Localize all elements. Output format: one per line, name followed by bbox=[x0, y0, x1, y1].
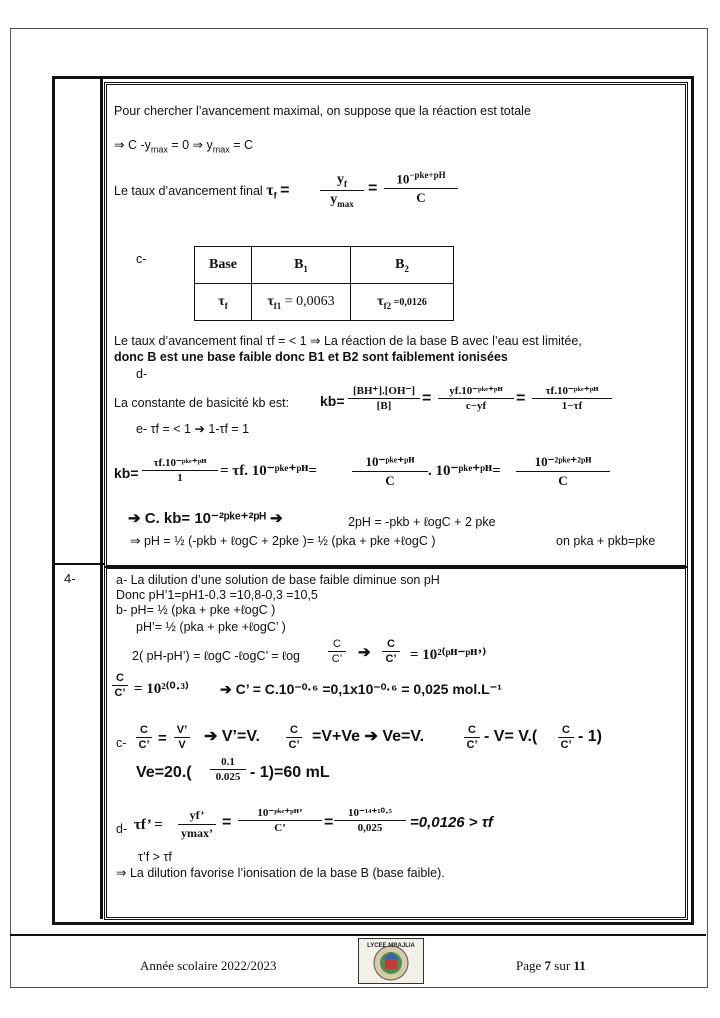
svg-text:LYCEE MRAJLIA: LYCEE MRAJLIA bbox=[367, 943, 415, 949]
page-number: Page 7 sur 11 bbox=[516, 958, 586, 973]
logo-icon bbox=[359, 939, 423, 983]
footer-divider bbox=[10, 934, 706, 936]
fraction-c-cp-5: $\frac{C}{C’}$ bbox=[286, 724, 302, 751]
fraction-yf-prime: yf’ ymax’ bbox=[178, 808, 216, 841]
row-tau: $\tau_f$ bbox=[195, 284, 252, 321]
fraction-d-3: $\frac{\text{10⁻¹⁴⁺¹⁰·⁵}}{0,025}$ bbox=[334, 806, 406, 834]
tau-f1-value: $\tau_{f1} = 0,0063$ bbox=[252, 284, 351, 321]
d-label: d- bbox=[136, 367, 148, 381]
fraction-ve: $\frac{0.1}{0.025}$ bbox=[210, 756, 246, 783]
fraction-c-cp-6: $\frac{C}{C’}$ bbox=[464, 724, 480, 751]
final-ph: ⇒ pH = ½ (-pkb + ℓogC + 2pke )= ½ (pka + pke +ℓogC ) bbox=[130, 534, 436, 548]
c-eq-b: =V+Ve ➔ Ve=V. bbox=[312, 728, 425, 745]
ve-b: - 1)=60 mL bbox=[250, 764, 330, 781]
fraction-c-cp-3: $\frac{C}{C’}$ bbox=[112, 672, 128, 699]
equals: = bbox=[516, 390, 526, 407]
c-eq-a: ➔ V’=V. bbox=[204, 728, 260, 745]
fraction-kb2-3: 10⁻²ᵖᵏᵉ⁺²ᵖᴴ C bbox=[516, 454, 610, 489]
final-ph-eq: 2pH = -pkb + ℓogC + 2 pke bbox=[348, 515, 496, 529]
fraction-c-cp-2: $\frac{C}{C’}$ bbox=[382, 638, 400, 665]
eq3-b: ➔ C’ = C.10⁻⁰·⁶ =0,1x10⁻⁰·⁶ = 0,025 mol.L⁻¹ bbox=[220, 681, 502, 697]
kb2-label: kb= bbox=[114, 465, 139, 481]
fraction-yf-ymax: $y_f$ $y_{max}$ bbox=[320, 172, 364, 209]
tau-table bbox=[194, 246, 454, 321]
pk-relation: on pka + pkb=pke bbox=[556, 534, 656, 548]
fraction-c-cp: $\frac{C}{C’}$ bbox=[328, 638, 346, 665]
kb2-mid: = τf. 10⁻ᵖᵏᵉ⁺ᵖᴴ= bbox=[220, 463, 317, 479]
school-logo bbox=[358, 938, 424, 984]
b-line2: pH’= ½ (pka + pke +ℓogC’ ) bbox=[136, 620, 286, 634]
conclusion-line: Le taux d’avancement final τf = < 1 ⇒ La réaction de la base B avec l’eau est limitée, bbox=[114, 334, 582, 348]
kb2-mid2: . 10⁻ᵖᵏᵉ⁺ᵖᴴ= bbox=[428, 463, 501, 479]
equals: = bbox=[222, 814, 232, 831]
kb-symbol: kb= bbox=[320, 393, 345, 409]
b-line: b- pH= ½ (pka + pke +ℓogC ) bbox=[116, 603, 276, 617]
eq3-a: = 10²⁽⁰·³⁾ bbox=[134, 681, 189, 697]
fraction-kb-2: yf.10⁻ᵖᵏᵉ⁺ᵖᴴ c−yf bbox=[438, 384, 514, 412]
e-line: e- τf = < 1 ➔ 1-τf = 1 bbox=[136, 422, 250, 436]
row-number-4: 4- bbox=[64, 571, 76, 586]
equals: = bbox=[422, 390, 432, 407]
taux-label: Le taux d’avancement final $\tau_f$ = bbox=[114, 182, 290, 201]
final-kb: ➔ C. kb= 10⁻²ᵖᵏᵉ⁺²ᵖᴴ ➔ bbox=[128, 510, 283, 527]
conclusion-bold: donc B est une base faible donc B1 et B2 sont faiblement ionisées bbox=[114, 350, 508, 364]
d-tau: τf’ = bbox=[134, 817, 163, 833]
equals: = bbox=[368, 180, 378, 197]
equals: = bbox=[324, 814, 334, 831]
header-b2: $B_2$ bbox=[351, 247, 454, 284]
d-result: =0,0126 > τf bbox=[410, 814, 493, 831]
header-b1: $B_1$ bbox=[252, 247, 351, 284]
kb-label: La constante de basicité kb est: bbox=[114, 396, 290, 410]
d-inequality: τ’f > τf bbox=[138, 850, 172, 864]
text-line: Pour chercher l’avancement maximal, on suppose que la réaction est totale bbox=[114, 104, 531, 118]
fraction-kb-1: $\frac{[BH^+].[OH^-]}{[B]}$ bbox=[348, 384, 420, 412]
eq2-result: = 10²⁽ᵖᴴ⁻ᵖᴴ’⁾ bbox=[410, 647, 487, 663]
header-base: Base bbox=[195, 247, 252, 284]
fraction-d-2: 10⁻ᵖᵏᵉ⁺ᵖᴴ’ C’ bbox=[238, 806, 322, 834]
eq2-text: 2( pH-pH’) = ℓogC -ℓogC’ = ℓog bbox=[132, 649, 300, 663]
c-eq-d: - 1) bbox=[578, 728, 602, 745]
fraction-v: $\frac{V’}{V}$ bbox=[174, 724, 190, 751]
d-conclusion: ⇒ La dilution favorise l’ionisation de la base B (base faible). bbox=[116, 866, 445, 880]
fraction-kb2-1: τf.10⁻ᵖᵏᵉ⁺ᵖᴴ 1 bbox=[142, 456, 218, 484]
c-label-4: c- bbox=[116, 736, 127, 750]
c-label: c- bbox=[136, 252, 147, 266]
column-divider bbox=[100, 76, 103, 919]
ymax-line: ⇒ C $-y_{max} = 0$ ⇒ $y_{max} = C$ bbox=[114, 138, 254, 155]
equals: = bbox=[158, 730, 167, 747]
arrow-icon: ➔ bbox=[358, 644, 371, 661]
donc-line: Donc pH’1=pH1-0.3 =10,8-0,3 =10,5 bbox=[116, 588, 318, 602]
school-year: Année scolaire 2022/2023 bbox=[140, 958, 277, 973]
d-label-4: d- bbox=[116, 822, 128, 836]
fraction-kb-3: τf.10⁻ᵖᵏᵉ⁺ᵖᴴ 1−τf bbox=[532, 384, 612, 412]
fraction-c-cp-4: $\frac{C}{C’}$ bbox=[136, 724, 152, 751]
fraction-c-cp-7: $\frac{C}{C’}$ bbox=[558, 724, 574, 751]
fraction-kb2-2: 10⁻ᵖᵏᵉ⁺ᵖᴴ C bbox=[352, 454, 428, 489]
tau-f2-value: $\tau_{f2} =0,0126$ bbox=[351, 284, 454, 321]
a-line: a- La dilution d’une solution de base faible diminue son pH bbox=[116, 573, 440, 587]
row-divider bbox=[52, 563, 104, 565]
ve-a: Ve=20.( bbox=[136, 764, 192, 781]
c-eq-c: - V= V.( bbox=[484, 728, 538, 745]
fraction-exp-c: $10^{-pke+pH}$ C bbox=[384, 170, 458, 206]
